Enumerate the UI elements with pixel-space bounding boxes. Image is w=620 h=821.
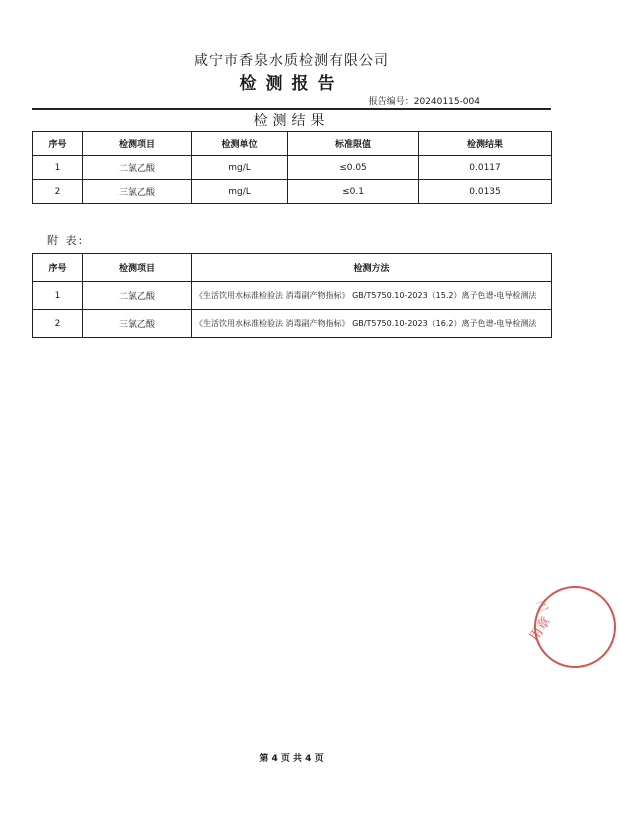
table-row [33, 310, 552, 338]
seal-fragment-1: 三 [534, 597, 551, 615]
col-header-unit: 检测单位 [192, 132, 288, 156]
cell-item: 二氯乙酸 [83, 156, 192, 180]
col-header-limit: 标准限值 [288, 132, 419, 156]
cell-item: 三氯乙酸 [83, 180, 192, 204]
cell-item: 三氯乙酸 [83, 310, 192, 338]
page-number: 第 4 页 共 4 页 [259, 754, 324, 764]
results-header-row [33, 132, 552, 156]
cell-index: 2 [33, 310, 83, 338]
results-table [32, 131, 552, 204]
cell-item: 二氯乙酸 [83, 282, 192, 310]
appendix-header-row [33, 254, 552, 282]
cell-method: 《生活饮用水标准检验法 消毒副产物指标》 GB/T5750.10-2023（16.2）离子色谱-电导检测法 [192, 310, 552, 338]
col-header-item: 检测项目 [83, 254, 192, 282]
table-row [33, 156, 552, 180]
col-header-index: 序号 [33, 132, 83, 156]
cell-unit: mg/L [192, 180, 288, 204]
report-number: 报告编号：20240115-004 [368, 97, 480, 107]
cell-limit: ≤0.05 [288, 156, 419, 180]
col-header-result: 检测结果 [419, 132, 552, 156]
cell-limit: ≤0.1 [288, 180, 419, 204]
col-header-index: 序号 [33, 254, 83, 282]
table-row [33, 282, 552, 310]
official-seal-stamp [526, 582, 620, 672]
col-header-item: 检测项目 [83, 132, 192, 156]
appendix-table [32, 253, 552, 338]
cell-result: 0.0135 [419, 180, 552, 204]
appendix-label: 附 表: [47, 234, 85, 247]
cell-method: 《生活饮用水标准检验法 消毒副产物指标》 GB/T5750.10-2023（15.2）离子色谱-电导检测法 [192, 282, 552, 310]
results-section-title: 检测结果 [253, 113, 330, 129]
cell-index: 2 [33, 180, 83, 204]
cell-unit: mg/L [192, 156, 288, 180]
col-header-method: 检测方法 [192, 254, 552, 282]
company-name: 咸宁市香泉水质检测有限公司 [194, 53, 389, 69]
cell-index: 1 [33, 282, 83, 310]
seal-fragment-2: 用章 [526, 614, 555, 645]
table-row [33, 180, 552, 204]
cell-index: 1 [33, 156, 83, 180]
document-title: 检测报告 [239, 74, 344, 94]
cell-result: 0.0117 [419, 156, 552, 180]
